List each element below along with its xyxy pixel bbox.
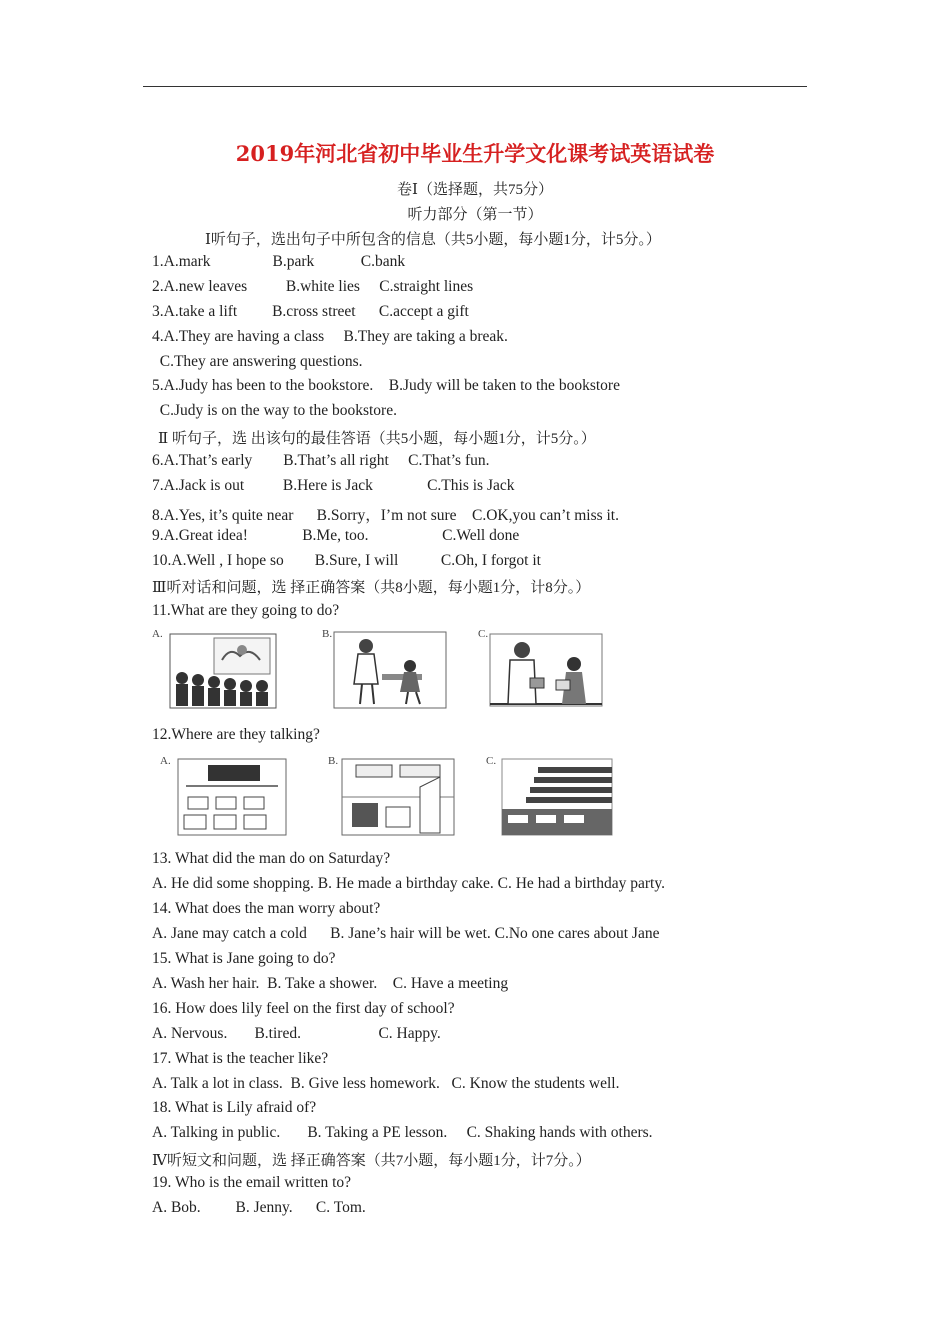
exam-volume-heading: 卷Ⅰ（选择题，共75分） — [397, 182, 553, 198]
picture-12a: A. — [160, 757, 288, 837]
picture-12b: B. — [328, 757, 456, 837]
section-1-heading: Ⅰ听句子，选出句子中所包含的信息（共5小题，每小题1分，计5分。） — [205, 232, 661, 248]
header-rule — [143, 86, 807, 87]
question-2: 2.A.new leaves B.white lies C.straight lines — [152, 278, 474, 295]
question-13: 13. What did the man do on Saturday? — [152, 850, 391, 867]
question-15: 15. What is Jane going to do? — [152, 950, 336, 967]
question-18: 18. What is Lily afraid of? — [152, 1099, 317, 1116]
question-14: 14. What does the man worry about? — [152, 900, 381, 917]
picture-11a: A. — [152, 630, 280, 710]
question-12-pictures — [152, 757, 622, 843]
question-18-options: A. Talking in public. B. Taking a PE lesson. C. Shaking hands with others. — [152, 1124, 653, 1141]
question-7: 7.A.Jack is out B.Here is Jack C.This is Jack — [152, 477, 515, 494]
question-3: 3.A.take a lift B.cross street C.accept a gift — [152, 303, 469, 320]
question-9: 9.A.Great idea! B.Me, too. C.Well done — [152, 527, 520, 544]
exam-title: 2019年河北省初中毕业生升学文化课考试英语试卷 — [235, 141, 715, 166]
picture-11c: C. — [478, 630, 604, 710]
picture-11b: B. — [322, 630, 448, 710]
question-5: 5.A.Judy has been to the bookstore. B.Judy will be taken to the bookstore — [152, 377, 620, 394]
section-4-heading: Ⅳ听短文和问题，选 择正确答案（共7小题，每小题1分，计7分。） — [152, 1153, 591, 1169]
question-1: 1.A.mark B.park C.bank — [152, 253, 406, 270]
question-8: 8.A.Yes, it’s quite near B.Sorry，I’m not sure C.OK,you can’t miss it. — [152, 507, 619, 524]
question-11-pictures — [152, 630, 622, 716]
question-16-options: A. Nervous. B.tired. C. Happy. — [152, 1025, 441, 1042]
question-17-options: A. Talk a lot in class. B. Give less homework. C. Know the students well. — [152, 1075, 620, 1092]
section-2-heading: Ⅱ 听句子，选 出该句的最佳答语（共5小题，每小题1分，计5分。） — [158, 431, 596, 447]
question-19: 19. Who is the email written to? — [152, 1174, 352, 1191]
question-19-options: A. Bob. B. Jenny. C. Tom. — [152, 1199, 366, 1216]
question-17: 17. What is the teacher like? — [152, 1050, 329, 1067]
question-11: 11.What are they going to do? — [152, 602, 340, 619]
question-13-options: A. He did some shopping. B. He made a birthday cake. C. He had a birthday party. — [152, 875, 665, 892]
question-6: 6.A.That’s early B.That’s all right C.That’s fun. — [152, 452, 490, 469]
section-3-heading: Ⅲ听对话和问题，选 择正确答案（共8小题，每小题1分，计8分。） — [152, 580, 591, 596]
question-14-options: A. Jane may catch a cold B. Jane’s hair will be wet. C.No one cares about Jane — [152, 925, 660, 942]
question-10: 10.A.Well , I hope so B.Sure, I will C.Oh, I forgot it — [152, 552, 541, 569]
listening-part-heading: 听力部分（第一节） — [407, 207, 543, 223]
question-16: 16. How does lily feel on the first day of school? — [152, 1000, 455, 1017]
question-12: 12.Where are they talking? — [152, 726, 320, 743]
picture-12c: C. — [486, 757, 614, 837]
question-4: 4.A.They are having a class B.They are taking a break. — [152, 328, 508, 345]
question-5-option-c: C.Judy is on the way to the bookstore. — [152, 402, 397, 419]
question-15-options: A. Wash her hair. B. Take a shower. C. Have a meeting — [152, 975, 509, 992]
question-4-option-c: C.They are answering questions. — [152, 353, 363, 370]
